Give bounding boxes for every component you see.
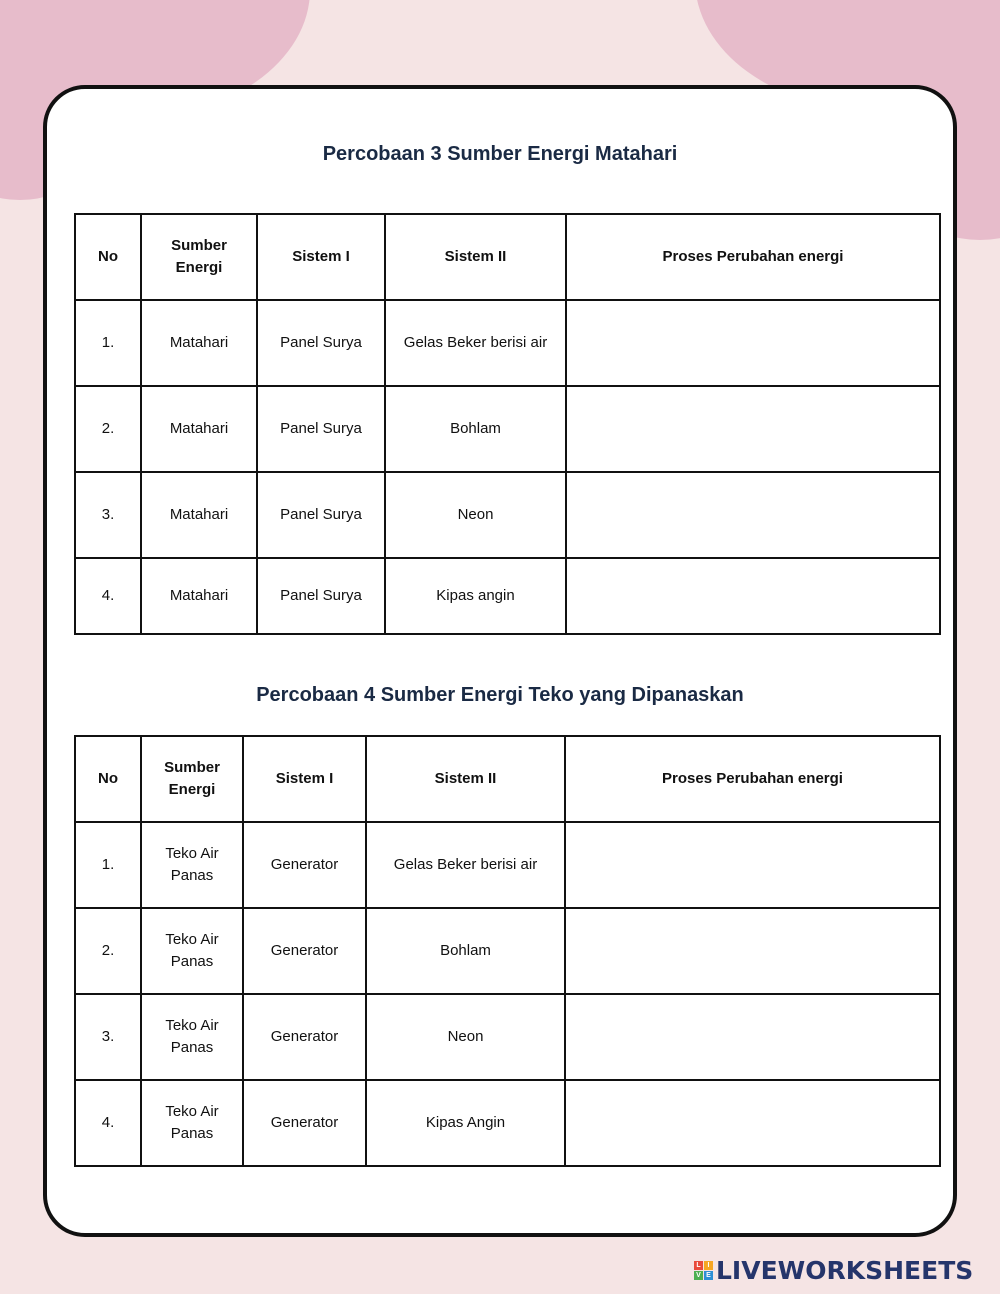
- liveworksheets-logo: [694, 1256, 973, 1284]
- table2-cell-sumber: Teko Air Panas: [141, 908, 243, 994]
- table2-header-row: [75, 736, 940, 822]
- table1-cell-sistem-2: Bohlam: [385, 386, 566, 472]
- table2-cell-no: 3.: [75, 994, 141, 1080]
- table1-cell-sumber: Matahari: [141, 472, 257, 558]
- table2-cell-sumber: Teko Air Panas: [141, 1080, 243, 1166]
- table2-cell-proses-answer[interactable]: [565, 994, 940, 1080]
- table-row: [75, 300, 940, 386]
- table1-cell-sistem-1: Panel Surya: [257, 386, 385, 472]
- table1-cell-sistem-1: Panel Surya: [257, 558, 385, 634]
- table2-header-no: No: [75, 736, 141, 822]
- table2-cell-sistem-1: Generator: [243, 908, 366, 994]
- table2-cell-proses-answer[interactable]: [565, 908, 940, 994]
- table1-cell-proses-answer[interactable]: [566, 472, 940, 558]
- table2-cell-sistem-2: Neon: [366, 994, 565, 1080]
- table2-header-proses: Proses Perubahan energi: [565, 736, 940, 822]
- logo-mark-letter: I: [704, 1261, 713, 1270]
- table1-cell-no: 4.: [75, 558, 141, 634]
- table1-cell-no: 1.: [75, 300, 141, 386]
- table1-cell-proses-answer[interactable]: [566, 386, 940, 472]
- table1-cell-sistem-2: Neon: [385, 472, 566, 558]
- table1-header-sumber-energi: Sumber Energi: [141, 214, 257, 300]
- table1-cell-sumber: Matahari: [141, 386, 257, 472]
- table1-title: Percobaan 3 Sumber Energi Matahari: [322, 143, 678, 165]
- table1-cell-sistem-1: Panel Surya: [257, 472, 385, 558]
- table2-header-sistem-2: Sistem II: [366, 736, 565, 822]
- table1-header-row: [75, 214, 940, 300]
- logo-mark-letter: L: [694, 1261, 703, 1270]
- table-row: [75, 472, 940, 558]
- table2-cell-no: 4.: [75, 1080, 141, 1166]
- table1-cell-sumber: Matahari: [141, 300, 257, 386]
- table2-cell-proses-answer[interactable]: [565, 1080, 940, 1166]
- table-row: [75, 822, 940, 908]
- table1-cell-proses-answer[interactable]: [566, 300, 940, 386]
- table-row: [75, 558, 940, 634]
- table1-header-sistem-2: Sistem II: [385, 214, 566, 300]
- table1-header-sistem-1: Sistem I: [257, 214, 385, 300]
- table1-cell-sistem-2: Kipas angin: [385, 558, 566, 634]
- table2-title: Percobaan 4 Sumber Energi Teko yang Dipanaskan: [256, 684, 744, 706]
- table-row: [75, 386, 940, 472]
- table1-cell-no: 2.: [75, 386, 141, 472]
- table2: [74, 735, 941, 1167]
- table2-cell-sumber: Teko Air Panas: [141, 822, 243, 908]
- liveworksheets-logo-icon: [694, 1261, 713, 1280]
- table1-cell-proses-answer[interactable]: [566, 558, 940, 634]
- liveworksheets-logo-text: LIVEWORKSHEETS: [716, 1255, 974, 1285]
- table2-cell-sistem-2: Bohlam: [366, 908, 565, 994]
- table2-cell-sumber: Teko Air Panas: [141, 994, 243, 1080]
- table2-header-sistem-1: Sistem I: [243, 736, 366, 822]
- table1-header-proses: Proses Perubahan energi: [566, 214, 940, 300]
- table2-cell-proses-answer[interactable]: [565, 822, 940, 908]
- logo-mark-letter: E: [704, 1271, 713, 1280]
- table-row: [75, 994, 940, 1080]
- table2-header-sumber-energi: Sumber Energi: [141, 736, 243, 822]
- table1-header-no: No: [75, 214, 141, 300]
- table1-cell-sumber: Matahari: [141, 558, 257, 634]
- worksheet-card: [43, 85, 957, 1237]
- table2-cell-no: 2.: [75, 908, 141, 994]
- table2-cell-sistem-2: Gelas Beker berisi air: [366, 822, 565, 908]
- table2-cell-sistem-1: Generator: [243, 994, 366, 1080]
- table2-cell-no: 1.: [75, 822, 141, 908]
- table2-cell-sistem-1: Generator: [243, 822, 366, 908]
- table2-cell-sistem-1: Generator: [243, 1080, 366, 1166]
- table1-cell-no: 3.: [75, 472, 141, 558]
- table1-cell-sistem-2: Gelas Beker berisi air: [385, 300, 566, 386]
- logo-mark-letter: V: [694, 1271, 703, 1280]
- table1: [74, 213, 941, 635]
- table2-cell-sistem-2: Kipas Angin: [366, 1080, 565, 1166]
- table-row: [75, 908, 940, 994]
- table1-cell-sistem-1: Panel Surya: [257, 300, 385, 386]
- table-row: [75, 1080, 940, 1166]
